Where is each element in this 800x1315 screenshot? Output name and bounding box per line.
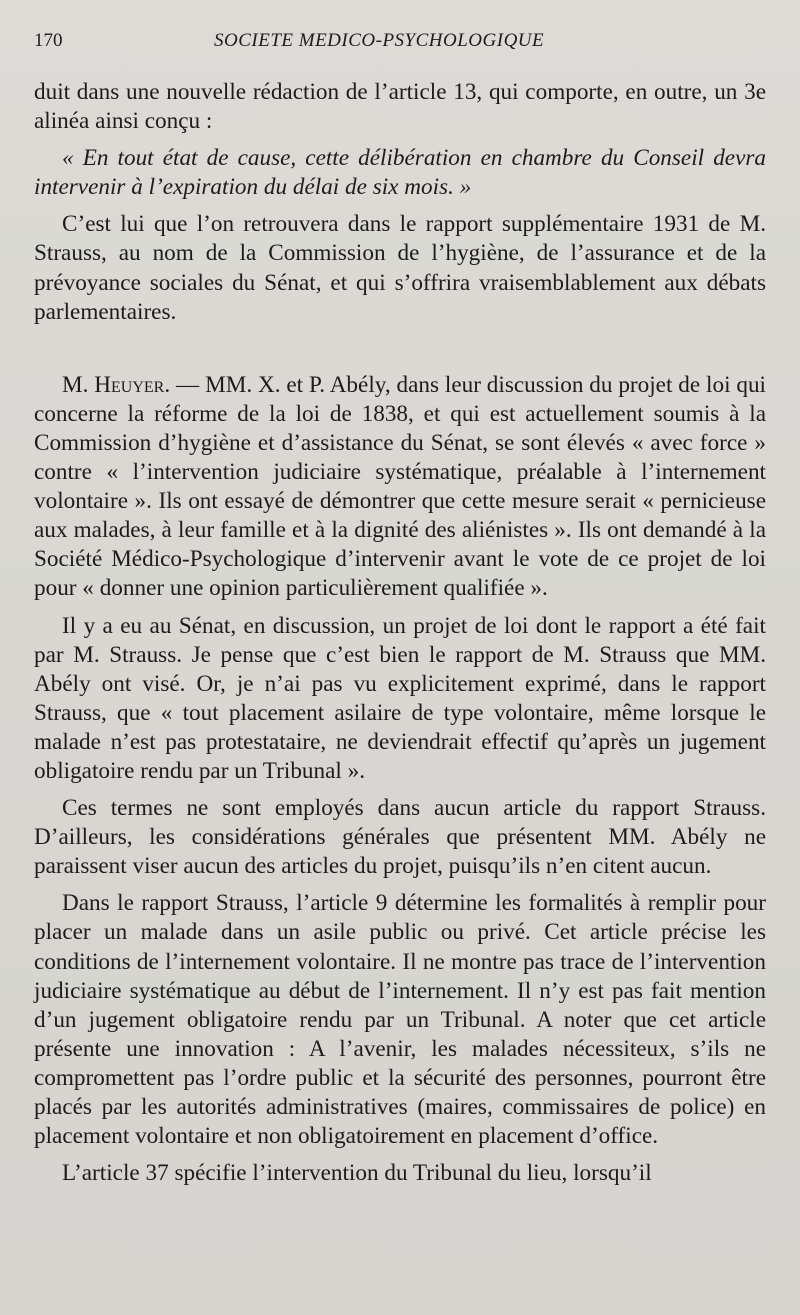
- paragraph-termes: Ces termes ne sont employés dans aucun article du rapport Strauss. D’ailleurs, les considérations générales que présentent MM. Abély ne paraissent viser aucun des articles du projet, puisqu’ils n’en citent aucun.: [34, 795, 766, 880]
- running-title: SOCIETE MEDICO-PSYCHOLOGIQUE: [214, 30, 545, 51]
- paragraph-continuation: duit dans une nouvelle rédaction de l’article 13, qui comporte, en outre, un 3e alinéa ainsi conçu :: [34, 79, 766, 135]
- paragraph-article-37: L’article 37 spécifie l’intervention du Tribunal du lieu, lorsqu’il: [62, 1160, 652, 1187]
- paragraph-article-9: Dans le rapport Strauss, l’article 9 détermine les formalités à remplir pour placer un malade dans un asile public ou privé. Cet article précise les conditions de l’internement volontaire. Il ne montre pas trace de l’intervention judiciaire systématique au début de l’internement. Il n’y est pas fait mention d’un jugement obligatoire rendu par un Tribunal. A noter que cet article présente une innovation : A l’avenir, les malades nécessiteux, s’ils ne compromettent pas l’ordre public et la sécurité des personnes, pourront être placés par les autorités administratives (maires, commissaires de police) en placement volontaire et non obligatoirement en placement d’office.: [34, 890, 766, 1150]
- page-header: [34, 30, 766, 60]
- speaker-name: M. Heuyer.: [62, 371, 171, 398]
- paragraph-heuyer-text: — MM. X. et P. Abély, dans leur discussion du projet de loi qui concerne la réforme de la loi de 1838, et qui est actuellement soumis à la Commission d’hygiène et d’assistance du Sénat, se sont élevés « avec force » contre « l’intervention judiciaire systématique, préalable à l’internement volontaire ». Ils ont essayé de démontrer que cette mesure serait « pernicieuse aux malades, à leur famille et à la dignité des aliénistes ». Ils ont demandé à la Société Médico-Psychologique d’intervenir avant le vote de ce projet de loi pour « donner une opinion particulièrement qualifiée ».: [34, 371, 767, 602]
- body-text: [34, 78, 766, 1188]
- page-number: 170: [34, 30, 63, 51]
- paragraph-quotation: « En tout état de cause, cette délibération en chambre du Conseil devra intervenir à l’expiration du délai de six mois. »: [34, 145, 766, 201]
- paragraph-heuyer: [34, 371, 766, 604]
- paragraph-senat: Il y a eu au Sénat, en discussion, un projet de loi dont le rapport a été fait par M. Strauss. Je pense que c’est bien le rapport de M. Strauss que MM. Abély ont visé. Or, je n’ai pas vu explicitement exprimé, dans le rapport Strauss, que « tout placement asilaire de type volontaire, même lorsque le malade n’est pas protestataire, ne deviendrait effectif qu’après un jugement obligatoire rendu par un Tribunal ».: [34, 612, 766, 784]
- paragraph-rapport: C’est lui que l’on retrouvera dans le rapport supplémentaire 1931 de M. Strauss, au nom de la Commission de l’hygiène, de l’assurance et de la prévoyance sociales du Sénat, et qui s’offrira vraisemblablement aux débats parlementaires.: [34, 211, 766, 325]
